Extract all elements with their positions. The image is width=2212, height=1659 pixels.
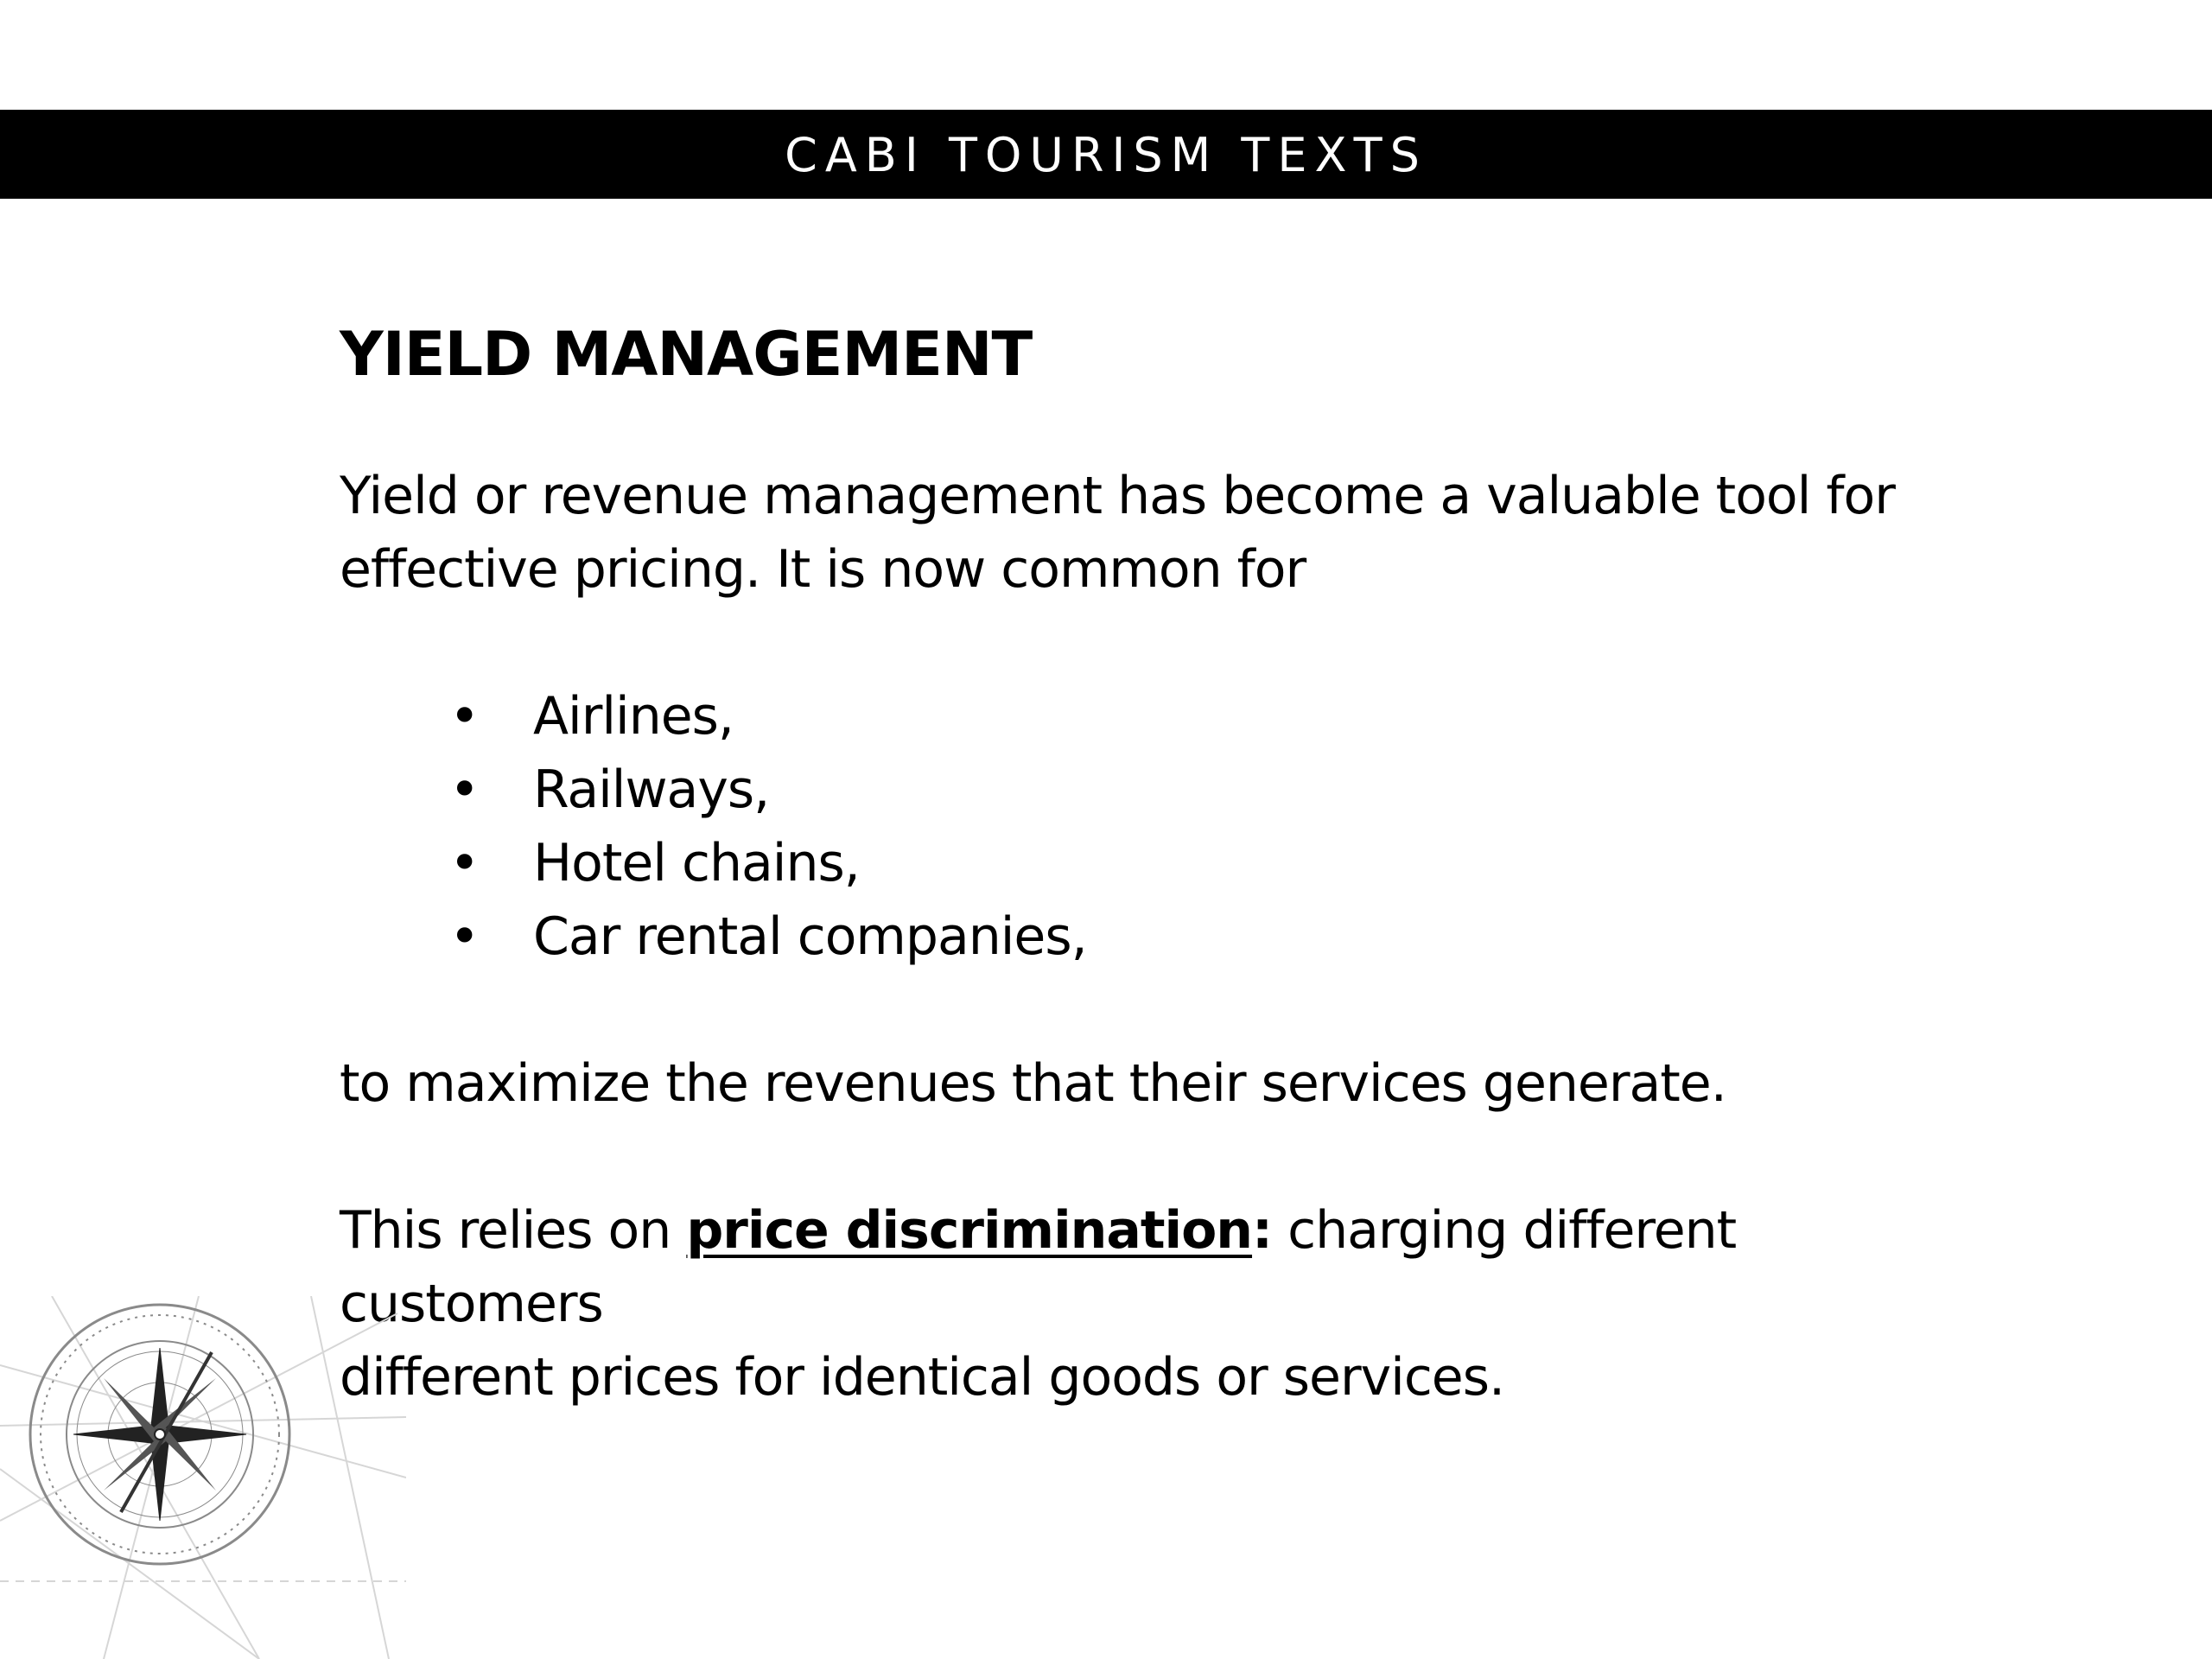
bullet-icon: •: [449, 760, 480, 820]
intro-paragraph: [340, 460, 1981, 607]
banner-title: CABI TOURISM TEXTS: [785, 127, 1427, 182]
list-item: [340, 900, 1981, 974]
list-item: [340, 753, 1981, 827]
compass-rose-icon: [0, 1296, 406, 1659]
key-term: price discrimination: [686, 1200, 1253, 1261]
bullet-icon: •: [449, 833, 480, 893]
header-banner: [0, 110, 2212, 199]
intro-line-1: Yield or revenue management has become a valuable tool for: [340, 466, 1895, 526]
closing-prefix: This relies on: [340, 1200, 687, 1261]
key-term-colon: :: [1252, 1200, 1273, 1261]
closing-paragraph: [340, 1194, 1981, 1414]
list-item-text: Railways,: [533, 760, 770, 820]
slide-title: YIELD MANAGEMENT: [340, 319, 1033, 390]
after-list-paragraph: to maximize the revenues that their services generate.: [340, 1053, 1726, 1114]
intro-line-2: effective pricing. It is now common for: [340, 539, 1306, 600]
bullet-icon: •: [449, 686, 480, 747]
list-item: [340, 680, 1981, 753]
list-item-text: Car rental companies,: [533, 906, 1087, 967]
bullet-icon: •: [449, 906, 480, 967]
slide-content: [340, 318, 1981, 1414]
list-item-text: Hotel chains,: [533, 833, 860, 893]
closing-line-2: different prices for identical goods or services.: [340, 1347, 1505, 1408]
closing-line-1: charging different customers: [340, 1200, 1737, 1334]
bullet-list: [340, 680, 1981, 974]
list-item-text: Airlines,: [533, 686, 734, 747]
list-item: [340, 827, 1981, 900]
